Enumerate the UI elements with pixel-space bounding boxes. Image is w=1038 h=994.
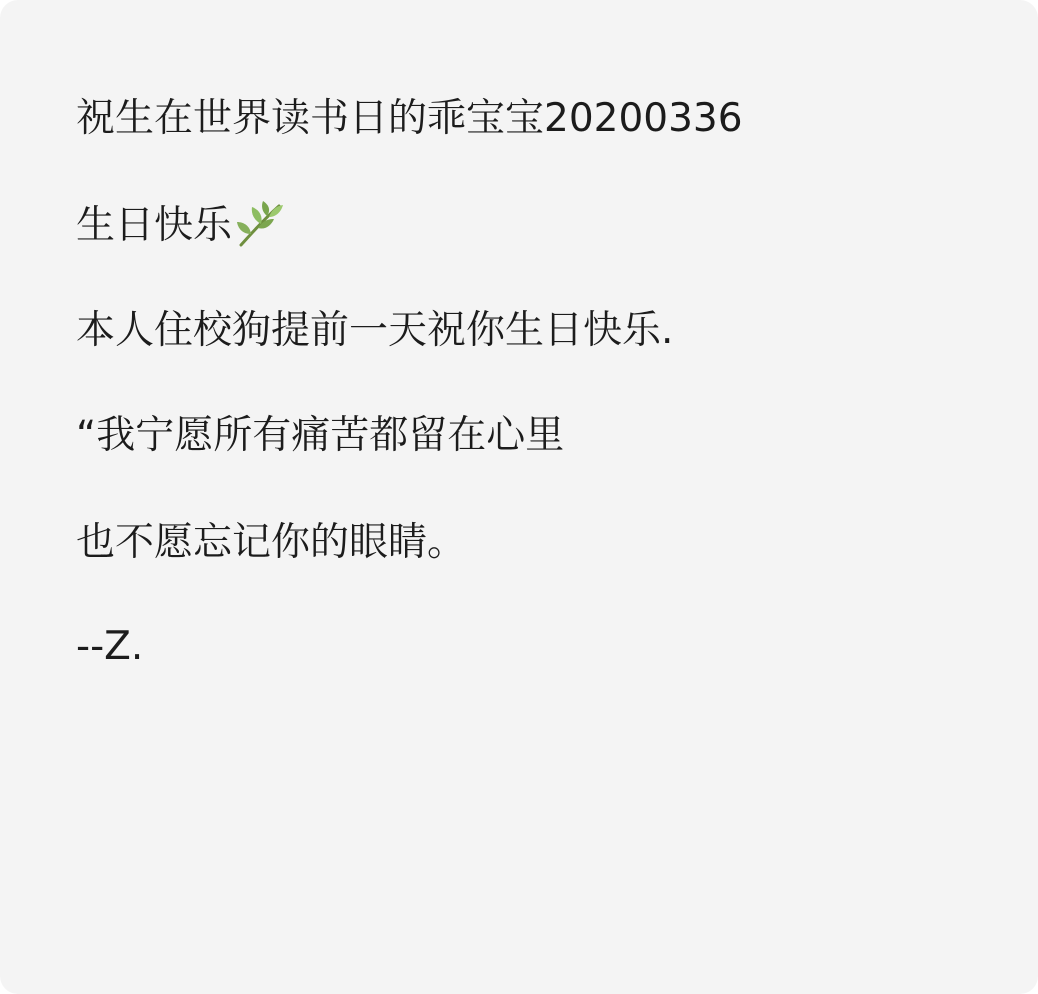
herb-leaf-icon (234, 198, 286, 250)
note-line-2-text: 生日快乐 (76, 203, 233, 248)
note-signature: --Z. (76, 624, 144, 669)
note-line-1: 祝生在世界读书日的乖宝宝20200336 (76, 96, 743, 141)
note-line-4: “我宁愿所有痛苦都留在心里 (76, 413, 565, 458)
note-line-3: 本人住校狗提前一天祝你生日快乐. (76, 308, 674, 353)
note-line-2 (76, 198, 286, 251)
note-line-5: 也不愿忘记你的眼睛。 (76, 520, 467, 565)
